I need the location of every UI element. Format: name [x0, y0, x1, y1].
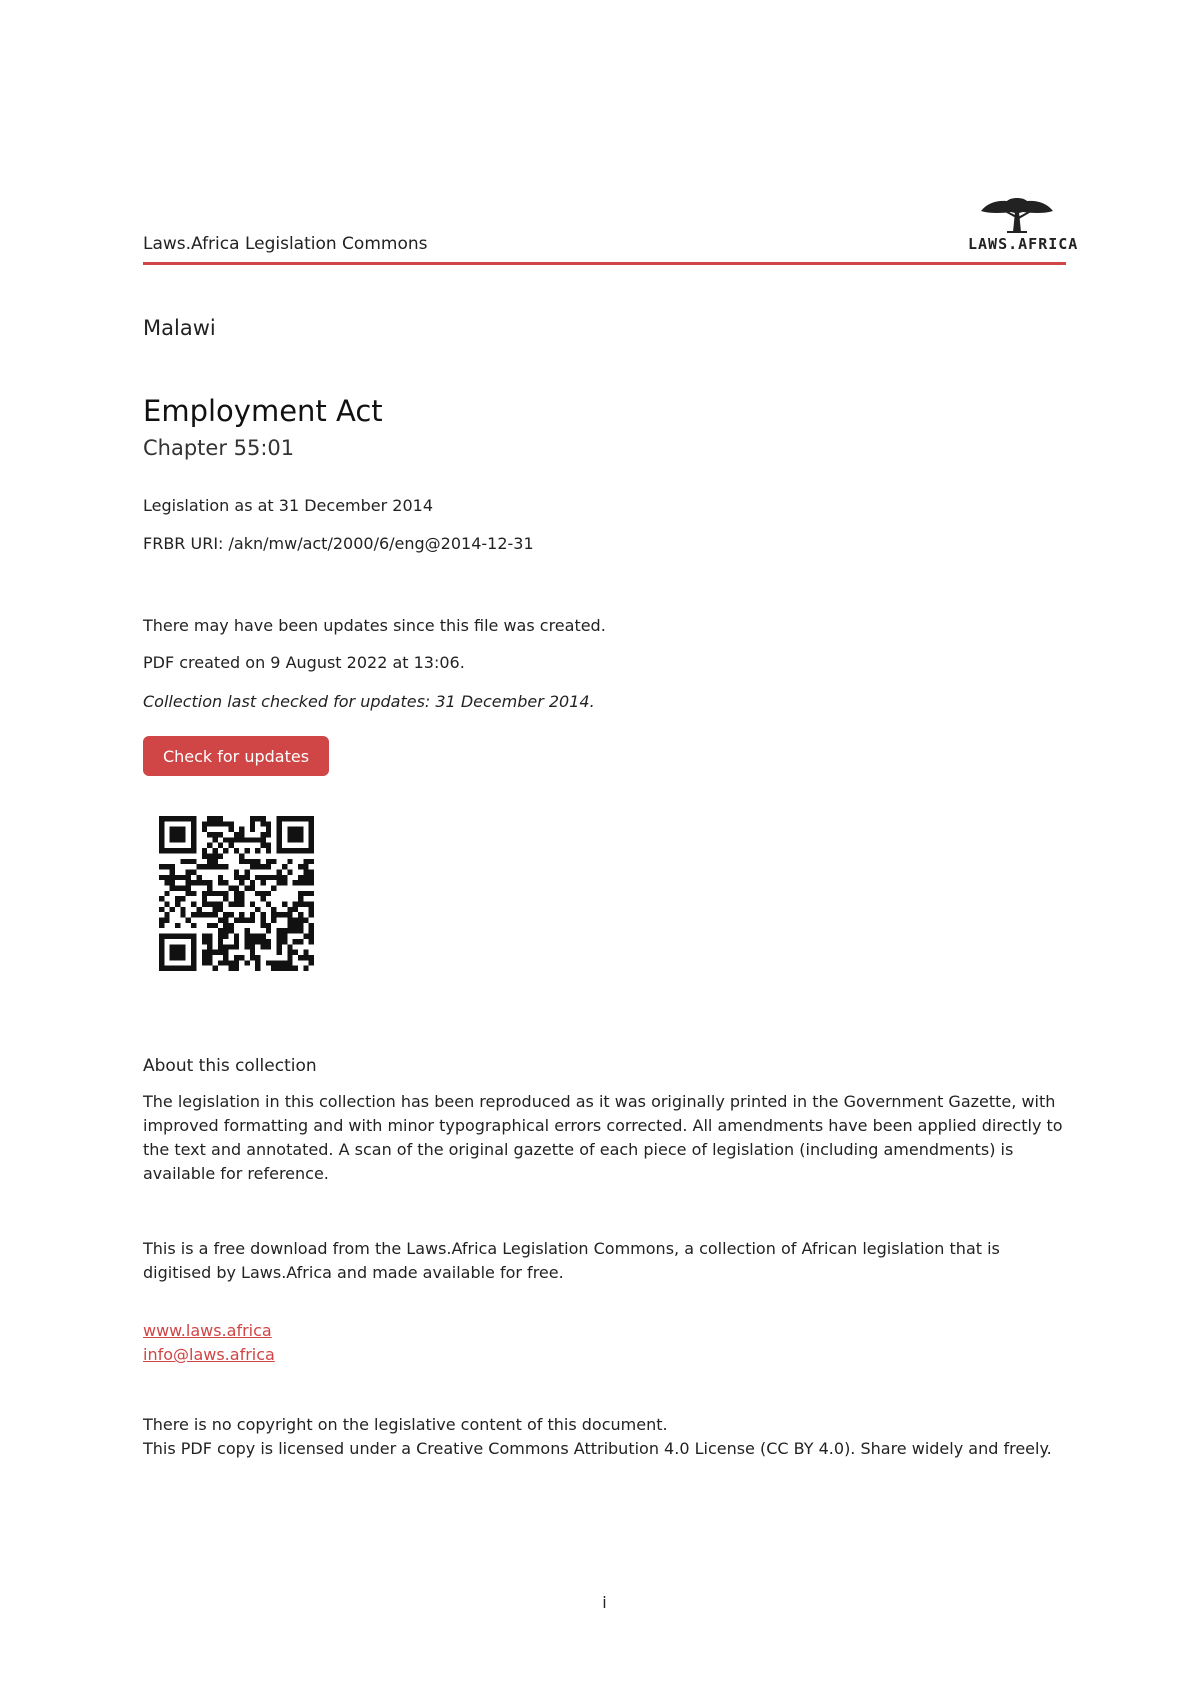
update-notice: There may have been updates since this file was created.	[143, 616, 606, 635]
pdf-created-date: PDF created on 9 August 2022 at 13:06.	[143, 653, 465, 672]
page-header	[143, 190, 1079, 265]
about-collection-heading: About this collection	[143, 1056, 317, 1076]
copyright-notice: There is no copyright on the legislative content of this document.	[143, 1415, 668, 1434]
legislation-as-at: Legislation as at 31 December 2014	[143, 496, 434, 515]
frbr-uri: FRBR URI: /akn/mw/act/2000/6/eng@2014-12-31	[143, 534, 534, 553]
acacia-tree-icon	[977, 194, 1057, 234]
free-download-text: This is a free download from the Laws.Africa Legislation Commons, a collection of African legislation that is digitised by Laws.Africa and made available for free.	[143, 1239, 1000, 1282]
email-link[interactable]: info@laws.africa	[143, 1345, 275, 1364]
country-name: Malawi	[143, 316, 216, 340]
header-title: Laws.Africa Legislation Commons	[143, 234, 428, 254]
document-page	[143, 0, 1079, 1696]
act-title: Employment Act	[143, 394, 383, 428]
qr-code-icon[interactable]	[159, 816, 314, 971]
last-checked-date: Collection last checked for updates: 31 December 2014.	[143, 692, 595, 711]
license-notice: This PDF copy is licensed under a Creative Commons Attribution 4.0 License (CC BY 4.0). Share widely and freely.	[143, 1439, 1052, 1458]
website-link[interactable]: www.laws.africa	[143, 1321, 272, 1340]
laws-africa-logo	[968, 194, 1079, 254]
contact-links	[143, 1319, 275, 1367]
page-number: i	[602, 1593, 607, 1612]
chapter-number: Chapter 55:01	[143, 436, 295, 460]
about-collection-text: The legislation in this collection has been reproduced as it was originally printed in the Government Gazette, with improved formatting and with minor typographical errors corrected. All amendments have been applied directly to the text and annotated. A scan of the original gazette of each piece of legislation (including amendments) is available for reference.	[143, 1092, 1063, 1183]
check-for-updates-button[interactable]: Check for updates	[143, 736, 329, 776]
logo-text: LAWS.AFRICA	[968, 235, 1079, 253]
